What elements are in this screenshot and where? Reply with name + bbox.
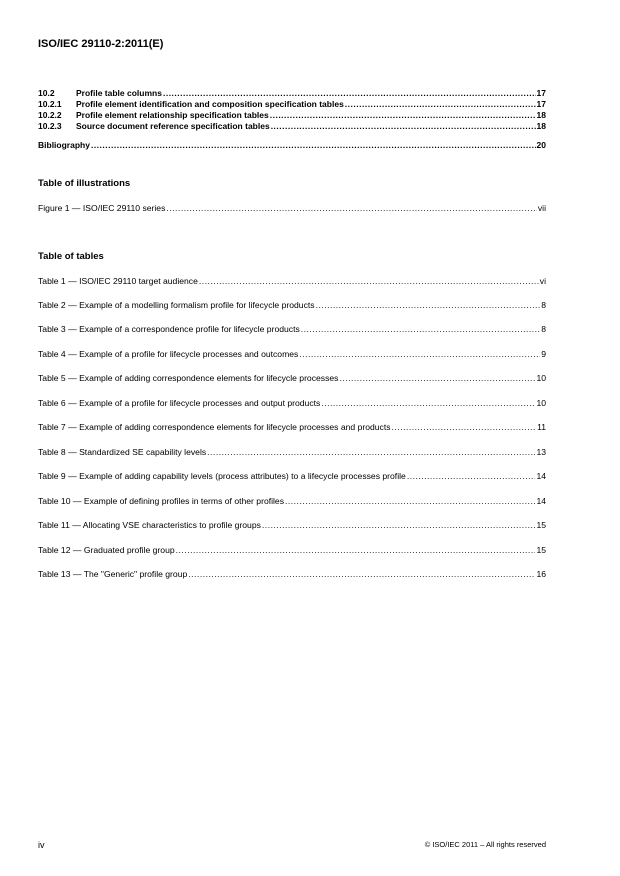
table-entry[interactable] xyxy=(38,496,546,506)
table-entry[interactable] xyxy=(38,471,546,481)
dot-leader xyxy=(321,398,535,408)
toc-entry[interactable] xyxy=(38,88,546,98)
table-entry-label: Table 13 — The "Generic" profile group xyxy=(38,569,188,579)
dot-leader xyxy=(407,471,536,481)
dot-leader xyxy=(392,422,537,432)
toc-entry[interactable] xyxy=(38,99,546,109)
table-entry[interactable] xyxy=(38,324,546,334)
table-entry-label: Table 12 — Graduated profile group xyxy=(38,545,175,555)
dot-leader xyxy=(188,569,535,579)
table-entry[interactable] xyxy=(38,276,546,286)
table-entry-label: Table 5 — Example of adding correspondence elements for lifecycle processes xyxy=(38,373,339,383)
dot-leader xyxy=(301,324,540,334)
tables-heading: Table of tables xyxy=(38,251,104,262)
table-entry-page: 8 xyxy=(541,324,546,334)
table-entry-page: 8 xyxy=(541,300,546,310)
table-entry[interactable] xyxy=(38,447,546,457)
dot-leader xyxy=(339,373,535,383)
toc-entry-label: Profile table columns xyxy=(76,88,162,98)
toc-entry-bibliography[interactable] xyxy=(38,140,546,150)
illustration-entry-label: Figure 1 — ISO/IEC 29110 series xyxy=(38,203,166,213)
table-entry-page: 10 xyxy=(536,373,546,383)
toc-entry-label: Profile element identification and composition specification tables xyxy=(76,99,344,109)
footer-page-number: iv xyxy=(38,840,45,850)
toc-entry-page: 18 xyxy=(536,121,546,131)
document-header: ISO/IEC 29110-2:2011(E) xyxy=(38,38,164,50)
dot-leader xyxy=(316,300,541,310)
illustration-entry[interactable] xyxy=(38,203,546,213)
toc-entry-number: 10.2.2 xyxy=(38,110,62,120)
table-entry-page: 13 xyxy=(536,447,546,457)
table-entry-page: 16 xyxy=(536,569,546,579)
dot-leader xyxy=(163,88,536,98)
table-entry-page: 15 xyxy=(536,545,546,555)
table-entry[interactable] xyxy=(38,569,546,579)
table-entry-label: Table 6 — Example of a profile for lifecycle processes and output products xyxy=(38,398,321,408)
table-entry[interactable] xyxy=(38,545,546,555)
toc-entry-page: 20 xyxy=(536,140,546,150)
toc-entry-number: 10.2.1 xyxy=(38,99,62,109)
dot-leader xyxy=(262,520,536,530)
toc-entry-page: 17 xyxy=(536,99,546,109)
illustrations-heading: Table of illustrations xyxy=(38,178,131,189)
table-entry-label: Table 9 — Example of adding capability levels (process attributes) to a lifecycle processes profile xyxy=(38,471,406,481)
dot-leader xyxy=(285,496,535,506)
table-entry-page: 14 xyxy=(536,471,546,481)
toc-entry-page: 18 xyxy=(536,110,546,120)
table-entry-page: 11 xyxy=(537,422,546,432)
dot-leader xyxy=(199,276,539,286)
toc-entry-number: 10.2 xyxy=(38,88,55,98)
table-entry-page: 9 xyxy=(541,349,546,359)
table-entry-label: Table 1 — ISO/IEC 29110 target audience xyxy=(38,276,198,286)
toc-entry-number: 10.2.3 xyxy=(38,121,62,131)
dot-leader xyxy=(176,545,536,555)
table-entry[interactable] xyxy=(38,373,546,383)
dot-leader xyxy=(207,447,535,457)
table-entry-label: Table 7 — Example of adding correspondence elements for lifecycle processes and products xyxy=(38,422,391,432)
table-entry-page: vi xyxy=(539,276,546,286)
toc-entry[interactable] xyxy=(38,110,546,120)
dot-leader xyxy=(299,349,540,359)
dot-leader xyxy=(345,99,536,109)
table-entry[interactable] xyxy=(38,398,546,408)
table-entry-label: Table 3 — Example of a correspondence profile for lifecycle products xyxy=(38,324,300,334)
toc-entry-label: Profile element relationship specification tables xyxy=(76,110,269,120)
table-entry[interactable] xyxy=(38,520,546,530)
table-entry-label: Table 10 — Example of defining profiles in terms of other profiles xyxy=(38,496,284,506)
dot-leader xyxy=(270,110,536,120)
table-entry[interactable] xyxy=(38,300,546,310)
table-entry-page: 15 xyxy=(536,520,546,530)
dot-leader xyxy=(91,140,536,150)
table-entry-label: Table 2 — Example of a modelling formalism profile for lifecycle products xyxy=(38,300,315,310)
toc-entry-page: 17 xyxy=(536,88,546,98)
toc-entry-label: Bibliography xyxy=(38,140,90,150)
table-entry-page: 14 xyxy=(536,496,546,506)
footer-copyright: © ISO/IEC 2011 – All rights reserved xyxy=(424,840,546,849)
table-entry-label: Table 11 — Allocating VSE characteristics to profile groups xyxy=(38,520,261,530)
table-entry-page: 10 xyxy=(536,398,546,408)
illustration-entry-page: vii xyxy=(537,203,546,213)
table-entry-label: Table 8 — Standardized SE capability levels xyxy=(38,447,207,457)
dot-leader xyxy=(166,203,537,213)
toc-entry-label: Source document reference specification tables xyxy=(76,121,270,131)
table-entry-label: Table 4 — Example of a profile for lifecycle processes and outcomes xyxy=(38,349,299,359)
table-entry[interactable] xyxy=(38,422,546,432)
table-entry[interactable] xyxy=(38,349,546,359)
toc-entry[interactable] xyxy=(38,121,546,131)
dot-leader xyxy=(271,121,536,131)
